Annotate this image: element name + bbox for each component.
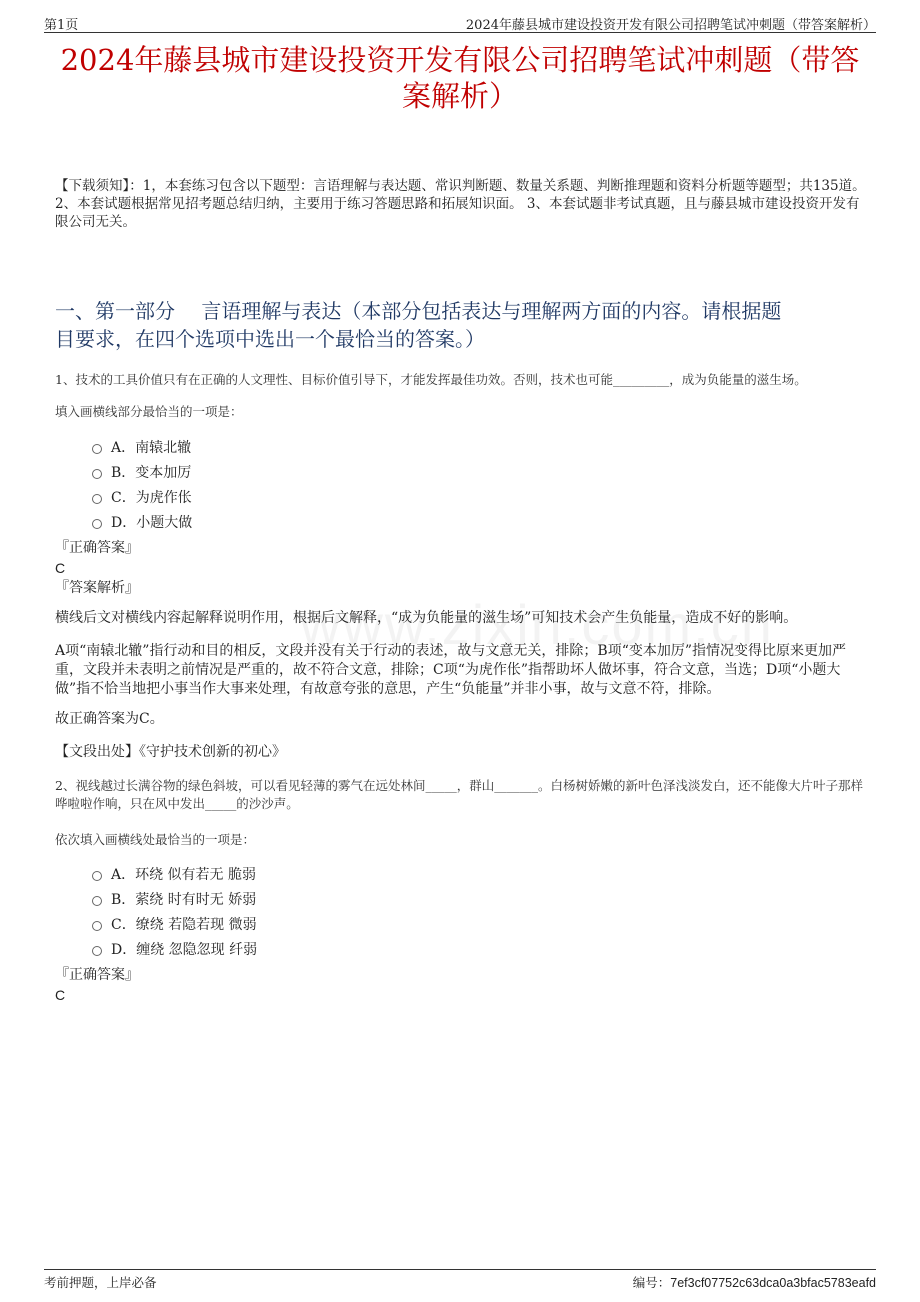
radio-icon[interactable] (92, 896, 102, 906)
option-label: D．小题大做 (111, 514, 193, 531)
header-doc-title: 2024年藤县城市建设投资开发有限公司招聘笔试冲刺题（带答案解析） (465, 18, 876, 33)
section-heading-line-2: 目要求，在四个选项中选出一个最恰当的答案。） (55, 327, 485, 351)
option-label: B．萦绕 时有时无 娇弱 (111, 891, 257, 908)
document-title (40, 42, 880, 114)
analysis-paragraph-1: 横线后文对横线内容起解释说明作用，根据后文解释，“成为负能量的滋生场”可知技术会产生负能量，造成不好的影响。 (55, 610, 798, 626)
question-1-option-c[interactable] (92, 484, 192, 509)
page-header (44, 12, 876, 33)
option-label: D．缠绕 忽隐忽现 纤弱 (111, 941, 258, 958)
section-heading (55, 297, 870, 353)
question-2-options (92, 861, 257, 961)
analysis-paragraph-2: A项“南辕北辙”指行动和目的相反，文段并没有关于行动的表述，故与文意无关，排除；B项“变本加厉”指情况变得比原来更加严重，文段并未表明之前情况是严重的，故不符合文意，排除；C项“为虎作伥”指帮助坏人做坏事，符合文意，当选；D项“小题大做”指不恰当地把小事当作大事来处理，有故意夸张的意思，产生“负能量”并非小事，故与文意不符，排除。 (55, 643, 847, 697)
question-1-answer-block (55, 538, 139, 598)
page-number: 第1页 (44, 18, 79, 33)
page-footer (44, 1269, 876, 1290)
question-1-hint: 填入画横线部分最恰当的一项是： (55, 404, 243, 419)
question-2-option-b[interactable] (92, 886, 257, 911)
question-1-options (92, 434, 192, 534)
document-title-line-1: 2024年藤县城市建设投资开发有限公司招聘笔试冲刺题（带答 (60, 43, 860, 77)
question-2-option-d[interactable] (92, 936, 257, 961)
option-label: B．变本加厉 (111, 464, 192, 481)
correct-answer-label: 『正确答案』 (55, 540, 139, 556)
radio-icon[interactable] (92, 469, 102, 479)
question-1-option-d[interactable] (92, 509, 192, 534)
question-2-option-a[interactable] (92, 861, 257, 886)
question-1-option-a[interactable] (92, 434, 192, 459)
correct-answer-value: C (55, 560, 66, 576)
footer-slogan: 考前押题，上岸必备 (44, 1275, 157, 1290)
correct-answer-value: C (55, 987, 66, 1003)
question-2-answer-block (55, 965, 139, 1005)
radio-icon[interactable] (92, 946, 102, 956)
correct-answer-label: 『正确答案』 (55, 967, 139, 983)
download-notice: 【下载须知】：1，本套练习包含以下题型：言语理解与表达题、常识判断题、数量关系题、判断推理题和资料分析题等题型；共135道。 2、本套试题根据常见招考题总结归纳，主要用于练习答题思路和拓展知识面。 3、本套试题非考试真题，且与藤县城市建设投资开发有限公司无关。 (55, 178, 866, 230)
option-label: A．环绕 似有若无 脆弱 (111, 866, 257, 883)
question-2-stem: 2、视线越过长满谷物的绿色斜坡，可以看见轻薄的雾气在远处林间_____，群山_______。白杨树娇嫩的新叶色泽浅淡发白，还不能像大片叶子那样哗啦啦作响，只在风中发出_____的沙沙声。 (55, 778, 863, 811)
radio-icon[interactable] (92, 871, 102, 881)
analysis-conclusion: 故正确答案为C。 (55, 711, 164, 727)
radio-icon[interactable] (92, 444, 102, 454)
option-label: C．为虎作伥 (111, 489, 192, 506)
radio-icon[interactable] (92, 519, 102, 529)
section-heading-line-1: 一、第一部分 言语理解与表达（本部分包括表达与理解两方面的内容。请根据题 (55, 299, 782, 323)
radio-icon[interactable] (92, 494, 102, 504)
option-label: A．南辕北辙 (111, 439, 192, 456)
radio-icon[interactable] (92, 921, 102, 931)
footer-doc-id: 编号：7ef3cf07752c63dca0a3bfac5783eafd (632, 1276, 876, 1290)
passage-source: 【文段出处】《守护技术创新的初心》 (55, 744, 286, 760)
question-2-option-c[interactable] (92, 911, 257, 936)
question-2-hint: 依次填入画横线处最恰当的一项是： (55, 832, 256, 847)
question-1-stem: 1、技术的工具价值只有在正确的人文理性、目标价值引导下，才能发挥最佳功效。否则，技术也可能_________，成为负能量的滋生场。 (55, 372, 807, 387)
analysis-label: 『答案解析』 (55, 580, 139, 596)
option-label: C．缭绕 若隐若现 微弱 (111, 916, 257, 933)
document-title-line-2: 案解析） (401, 79, 518, 113)
question-1-option-b[interactable] (92, 459, 192, 484)
